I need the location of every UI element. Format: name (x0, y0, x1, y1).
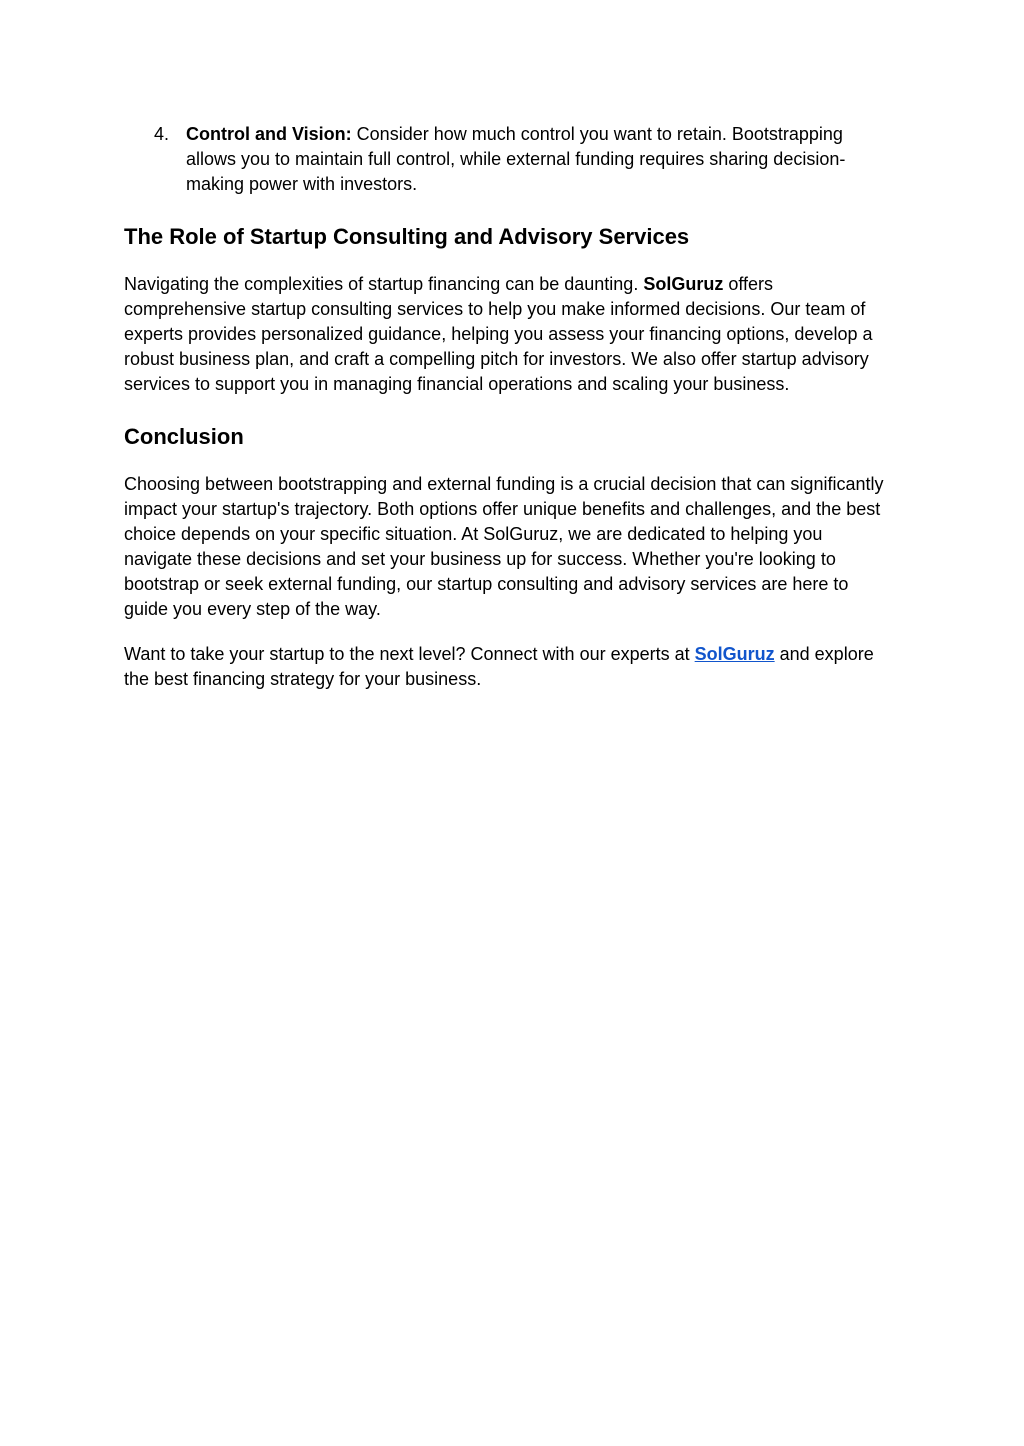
section-heading-role: The Role of Startup Consulting and Advisory Services (124, 224, 690, 249)
role-text-before: Navigating the complexities of startup financing can be daunting. (124, 274, 644, 294)
solguruz-link[interactable]: SolGuruz (694, 644, 775, 664)
role-text-after: offers comprehensive startup consulting services to help you make informed decisions. Our team of experts provides personalized guidance, helping you assess your financing options, develop a robust business plan, and craft a compelling pitch for investors. We also offer startup advisory services to support you in managing financial operations and scaling your business. (124, 274, 873, 394)
cta-text-after: and explore the best financing strategy for your business. (124, 644, 874, 689)
brand-name: SolGuruz (643, 274, 724, 294)
call-to-action-paragraph (124, 642, 894, 692)
list-item-number: 4. (154, 124, 170, 144)
list-item-title: Control and Vision: (186, 124, 352, 144)
document-page (124, 122, 894, 692)
conclusion-paragraph: Choosing between bootstrapping and external funding is a crucial decision that can significantly impact your startup's trajectory. Both options offer unique benefits and challenges, and the best choice depends on your specific situation. At SolGuruz, we are dedicated to helping you navigate these decisions and set your business up for success. Whether you're looking to bootstrap or seek external funding, our startup consulting and advisory services are here to guide you every step of the way. (124, 474, 884, 619)
list-item-text: Consider how much control you want to retain. Bootstrapping allows you to maintain full control, while external funding requires sharing decision-making power with investors. (186, 124, 846, 194)
list-item-control-and-vision (124, 122, 894, 197)
section-heading-conclusion: Conclusion (124, 424, 244, 449)
cta-text-before: Want to take your startup to the next level? Connect with our experts at (124, 644, 695, 664)
section-paragraph-role (124, 272, 894, 397)
